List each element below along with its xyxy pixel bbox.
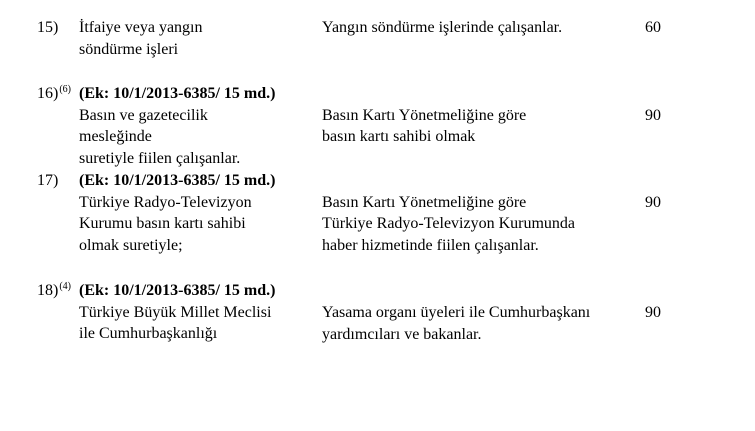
description-line: haber hizmetinde fiilen çalışanlar. [322,236,539,254]
row-number-text: 18) [37,282,59,299]
occupation-line: suretiyle fiilen çalışanlar. [79,149,241,167]
row-number-text: 15) [37,19,59,36]
occupation-cell [79,280,309,345]
amendment-note: (Ek: 10/1/2013-6385/ 15 md.) [79,172,276,189]
description-cell [322,192,622,257]
occupation-line: Türkiye Büyük Millet Meclisi [79,303,272,321]
occupation-line: söndürme işleri [79,40,179,58]
row-number [37,17,58,39]
amendment-note: (Ek: 10/1/2013-6385/ 15 md.) [79,85,276,102]
description-line: Basın Kartı Yönetmeliğine göre [322,193,527,211]
description-cell [322,302,622,345]
occupation-line: Türkiye Radyo-Televizyon [79,193,252,211]
occupation-line: ile Cumhurbaşkanlığı [79,325,218,342]
amendment-note: (Ek: 10/1/2013-6385/ 15 md.) [79,282,276,299]
description-line: basın kartı sahibi olmak [322,128,476,145]
days-cell: 60 [645,19,661,36]
occupation-line: mesleğinde [79,128,152,145]
days-cell: 90 [645,193,661,211]
description-line: yardımcıları ve bakanlar. [322,325,482,343]
days-cell: 90 [645,106,661,124]
row-number [37,280,71,304]
occupation-cell [79,170,309,256]
row-number [37,170,58,192]
description-line: Yangın söndürme işlerinde çalışanlar. [322,19,563,36]
row-number-text: 16) [37,85,59,102]
occupation-line: Basın ve gazetecilik [79,106,208,124]
occupation-line: İtfaiye veya yangın [79,19,203,36]
footnote-marker: (4) [59,281,71,292]
days-cell: 90 [645,304,661,321]
occupation-line: Kurumu basın kartı sahibi [79,215,246,232]
row-number-text: 17) [37,172,59,189]
description-cell [322,105,622,148]
description-line: Basın Kartı Yönetmeliğine göre [322,106,527,124]
description-line: Yasama organı üyeleri ile Cumhurbaşkanı [322,304,591,321]
description-cell [322,17,622,39]
description-line: Türkiye Radyo-Televizyon Kurumunda [322,215,576,232]
footnote-marker: (6) [59,84,71,95]
occupation-cell [79,17,309,60]
row-number [37,83,71,107]
occupation-cell [79,83,309,169]
occupation-line: olmak suretiyle; [79,236,183,254]
